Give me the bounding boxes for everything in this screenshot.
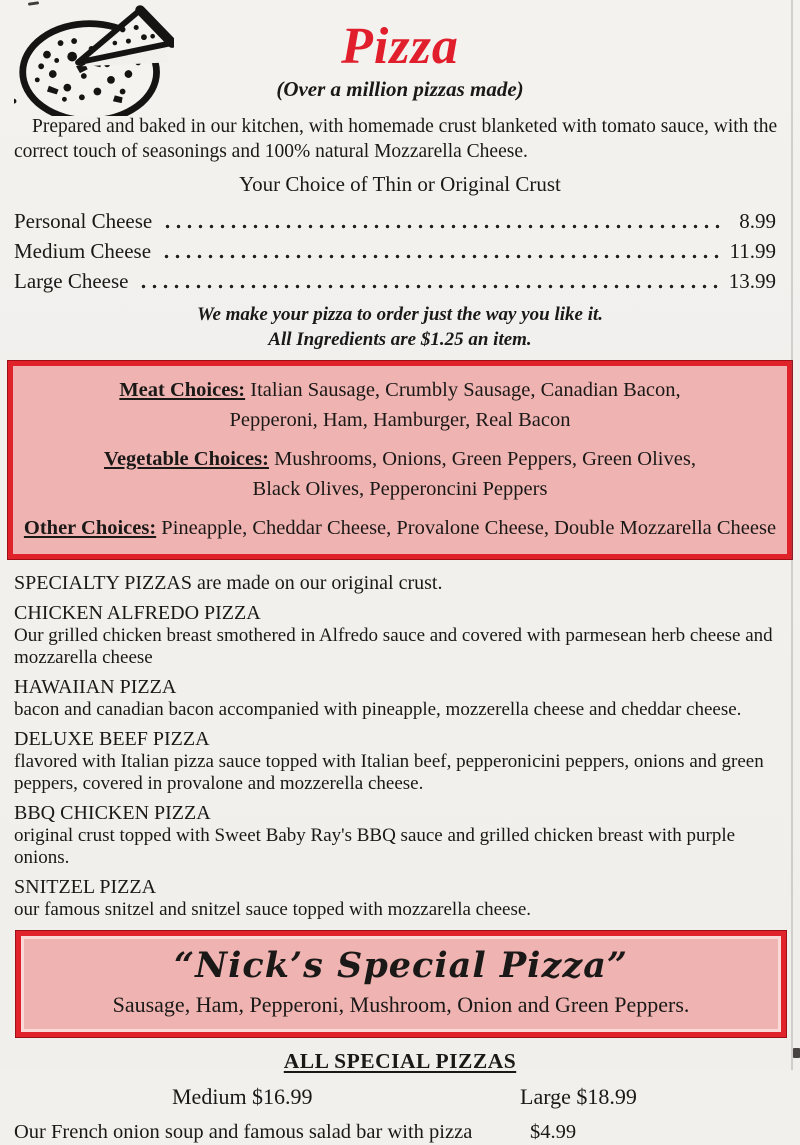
soup-salad-label: Our French onion soup and famous salad bar with pizza	[14, 1121, 473, 1143]
nicks-special-title: “Nick’s Special Pizza”	[173, 945, 628, 986]
choice-label: Meat Choices:	[119, 379, 246, 401]
price-row-medium	[14, 236, 776, 266]
intro-line-1: Prepared and baked in our kitchen, with homemade crust blanketed with tomato sauce, with the	[32, 116, 778, 137]
dot-leader	[162, 206, 722, 236]
soup-salad-price: $4.99	[530, 1121, 577, 1143]
specialty-item-name: DELUXE BEEF PIZZA	[14, 728, 210, 750]
note-line-1: We make your pizza to order just the way you like it.	[196, 304, 604, 325]
cheese-price-list	[0, 206, 800, 296]
specialty-item-deluxe-beef	[0, 728, 800, 795]
price-item-name: Personal Cheese	[14, 209, 153, 233]
choice-line	[23, 375, 777, 405]
choice-group-other	[23, 513, 777, 543]
specialty-item-snitzel	[0, 876, 800, 921]
scan-corner-mark	[793, 1048, 800, 1058]
choice-line	[23, 444, 777, 474]
price-value: 8.99	[739, 209, 776, 233]
choice-group-vegetable	[23, 444, 777, 504]
choice-label: Other Choices:	[23, 517, 157, 539]
price-row-large	[14, 266, 776, 296]
price-value: 13.99	[728, 269, 776, 293]
choice-items: Mushrooms, Onions, Green Peppers, Green Olives,	[274, 448, 696, 470]
specialty-item-name: CHICKEN ALFREDO PIZZA	[14, 602, 261, 624]
specialty-item-desc: our famous snitzel and snitzel sauce topped with mozzarella cheese.	[14, 899, 532, 920]
large-size-price: Large $18.99	[520, 1084, 637, 1109]
specialty-item-name: HAWAIIAN PIZZA	[14, 676, 177, 698]
choice-line: Black Olives, Pepperoncini Peppers	[252, 478, 548, 500]
note-line-2: All Ingredients are $1.25 an item.	[268, 329, 532, 350]
intro-line-2: correct touch of seasonings and 100% natural Mozzarella Cheese.	[14, 141, 528, 162]
price-item-name: Large Cheese	[14, 269, 129, 293]
specialty-item-desc: flavored with Italian pizza sauce topped with Italian beef, pepperonicini peppers, onions and green peppers, covered in provalone and mozzerella cheese.	[14, 751, 764, 794]
all-special-heading: ALL SPECIAL PIZZAS	[283, 1049, 517, 1073]
medium-size-price: Medium $16.99	[172, 1084, 313, 1109]
price-item-name: Medium Cheese	[14, 239, 152, 263]
nicks-special-box	[16, 931, 786, 1037]
dot-leader	[138, 266, 720, 296]
crust-choice-line: Your Choice of Thin or Original Crust	[239, 172, 561, 196]
specialty-item-desc: bacon and canadian bacon accompanied with pineapple, mozzerella cheese and cheddar cheese.	[14, 699, 742, 720]
toppings-choices-box	[8, 361, 792, 559]
choice-line: Pepperoni, Ham, Hamburger, Real Bacon	[229, 409, 571, 431]
choice-group-meat	[23, 375, 777, 435]
specialty-item-chicken-alfredo	[0, 602, 800, 669]
choice-items: Pineapple, Cheddar Cheese, Provalone Cheese, Double Mozzarella Cheese	[161, 517, 777, 539]
price-row-personal	[14, 206, 776, 236]
dot-leader	[161, 236, 721, 266]
specialty-item-name: SNITZEL PIZZA	[14, 876, 157, 898]
specialty-intro: SPECIALTY PIZZAS are made on our original crust.	[14, 572, 443, 594]
special-sizes-row	[0, 1083, 800, 1110]
page-subtitle: (Over a million pizzas made)	[276, 77, 524, 101]
order-notes	[0, 302, 800, 352]
specialty-item-name: BBQ CHICKEN PIZZA	[14, 802, 211, 824]
scan-edge-shadow	[791, 0, 793, 1070]
pizza-icon	[14, 4, 174, 121]
specialty-item-bbq-chicken	[0, 802, 800, 869]
choice-items: Italian Sausage, Crumbly Sausage, Canadian Bacon,	[250, 379, 681, 401]
page-title: Pizza	[341, 18, 459, 75]
specialty-item-desc: Our grilled chicken breast smothered in Alfredo sauce and covered with parmesean herb cheese and mozzarella cheese	[14, 625, 773, 668]
choice-line	[23, 513, 777, 543]
price-value: 11.99	[729, 239, 776, 263]
soup-salad-row	[0, 1119, 800, 1145]
menu-header	[0, 0, 800, 110]
nicks-special-desc: Sausage, Ham, Pepperoni, Mushroom, Onion and Green Peppers.	[112, 992, 690, 1017]
specialty-item-desc: original crust topped with Sweet Baby Ray's BBQ sauce and grilled chicken breast with purple onions.	[14, 825, 736, 868]
specialty-item-hawaiian	[0, 676, 800, 721]
choice-label: Vegetable Choices:	[104, 448, 269, 470]
